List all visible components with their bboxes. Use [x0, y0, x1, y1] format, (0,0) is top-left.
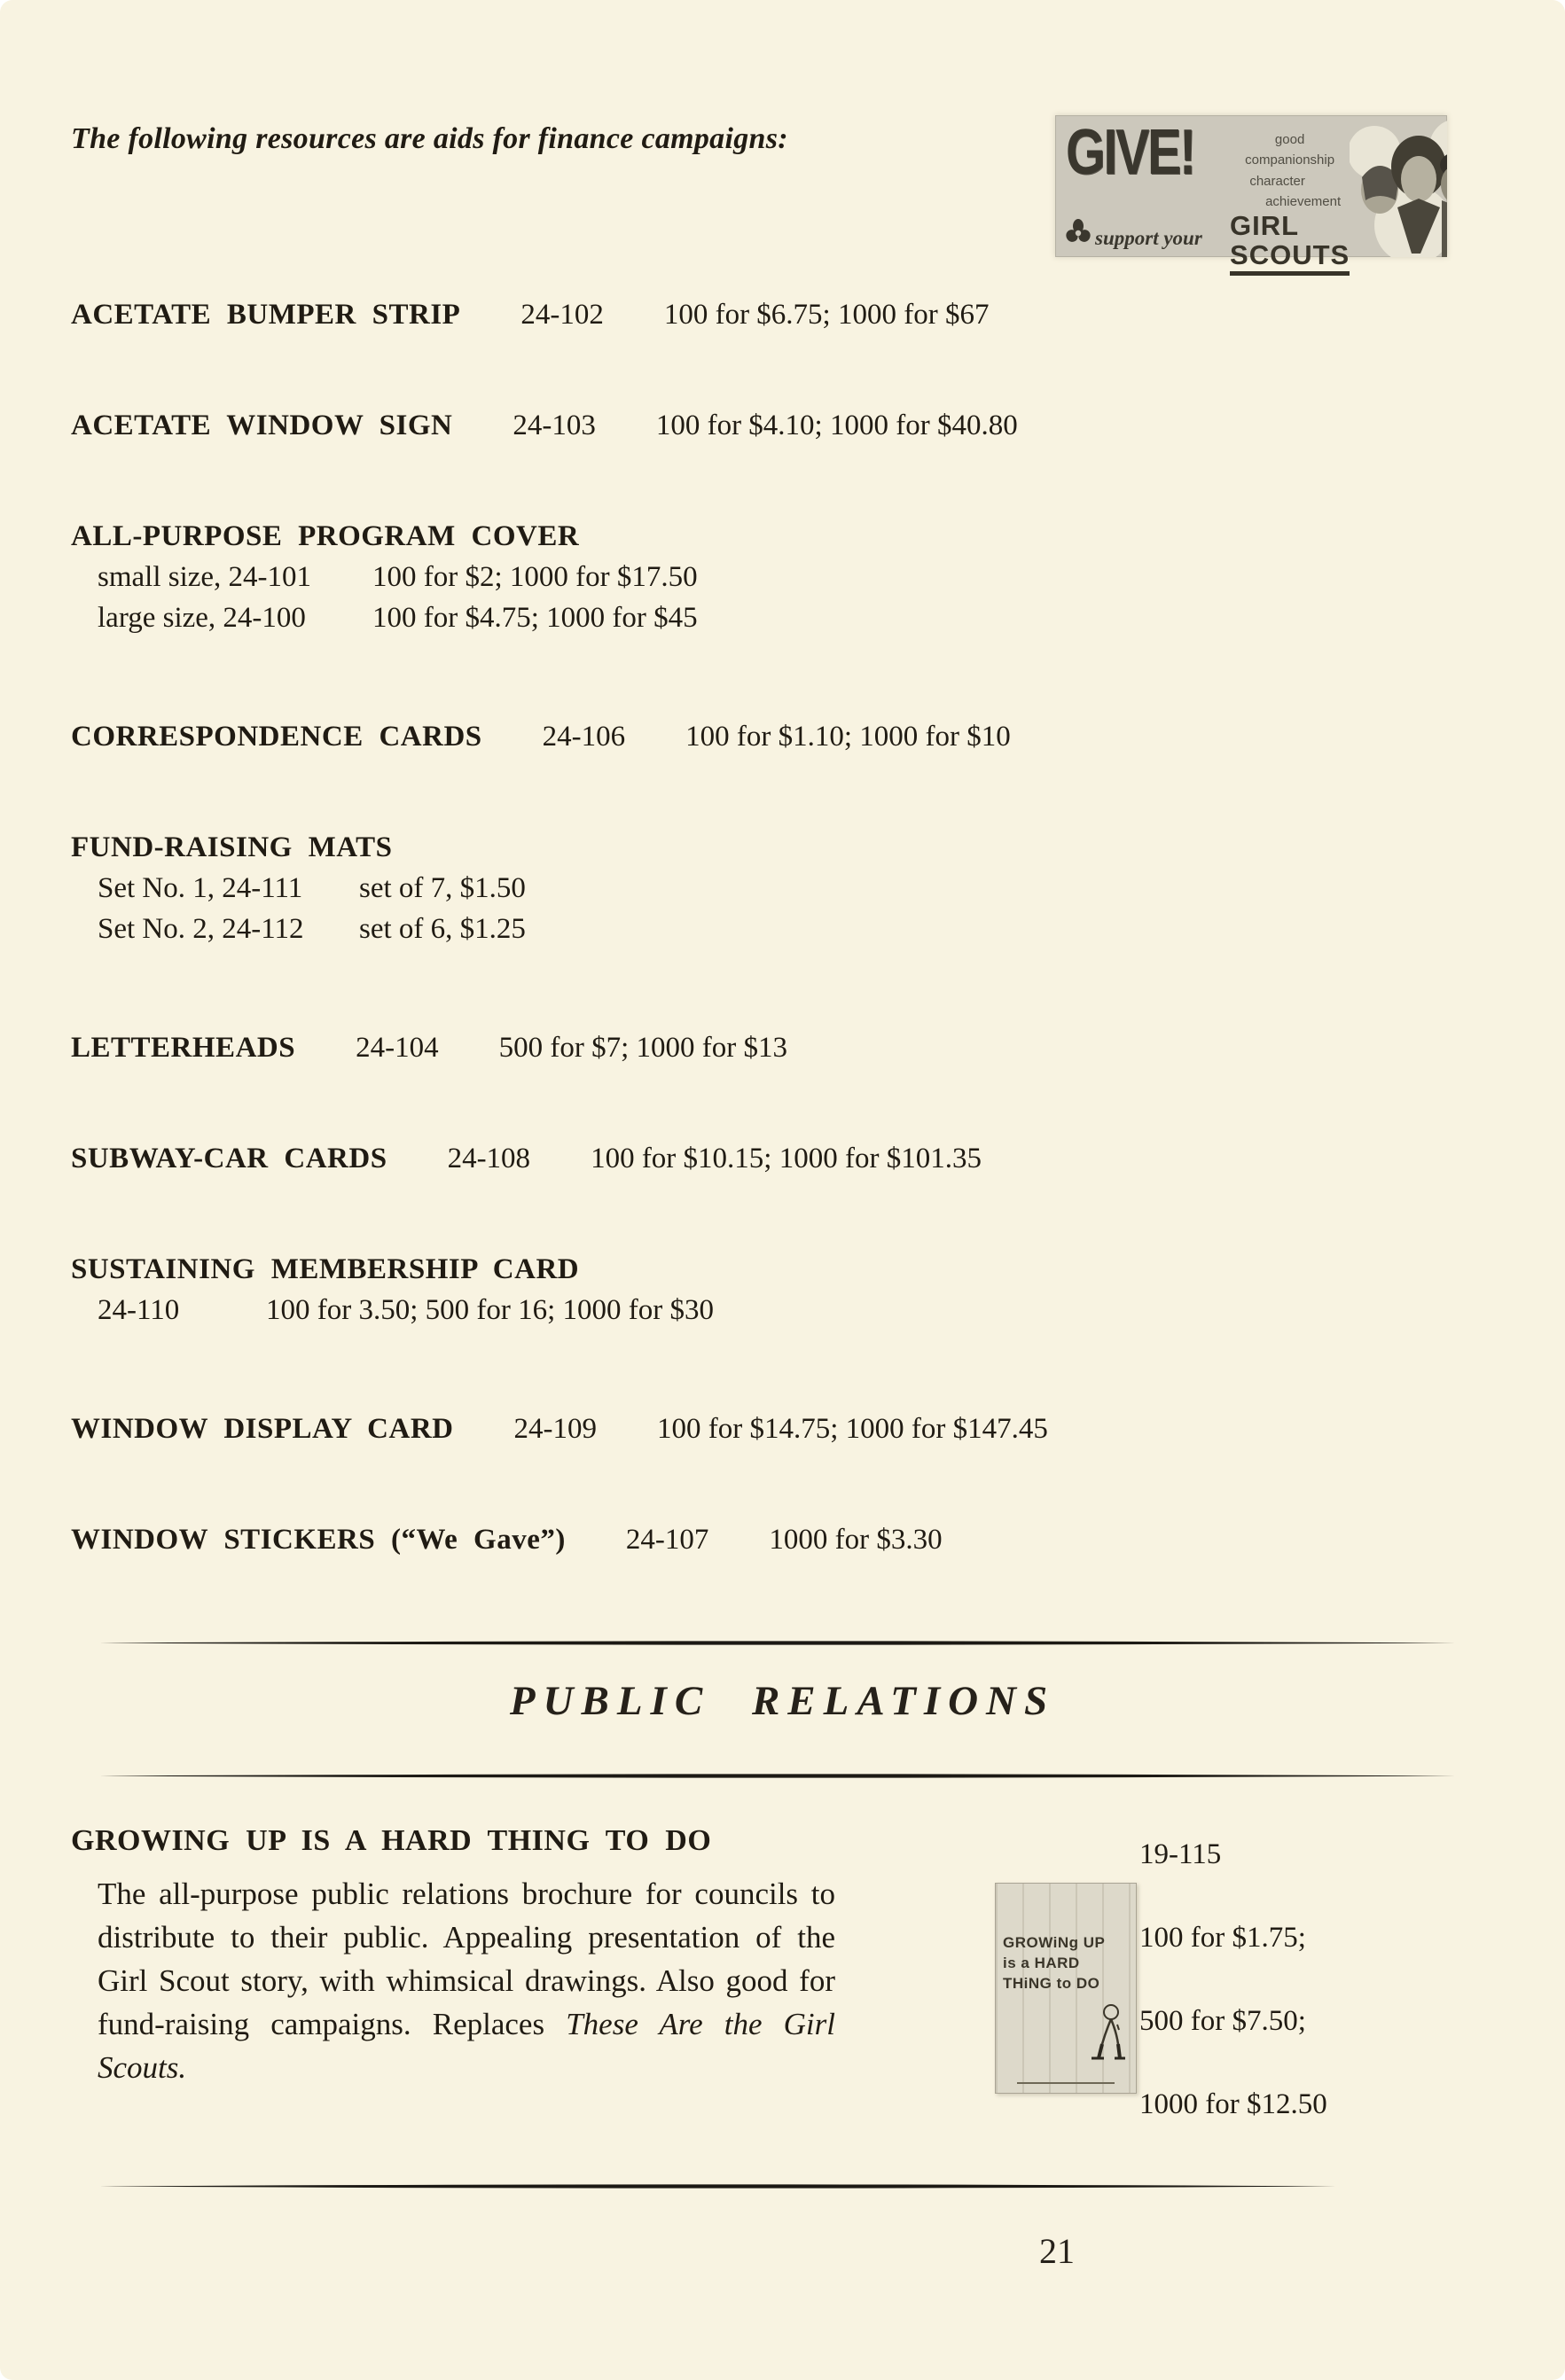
variant-label: Set No. 2, 24-112 — [98, 913, 304, 945]
variant-price: set of 7, $1.50 — [359, 872, 526, 904]
public-relations-heading: PUBLIC RELATIONS — [509, 1678, 1056, 1724]
pr-item-description — [98, 1872, 835, 2089]
item-code: 24-102 — [520, 299, 604, 331]
item-code: 24-104 — [356, 1032, 439, 1064]
thumb-line: is a HARD — [1003, 1954, 1080, 1971]
description-italic-title: These Are the Girl Scouts. — [98, 2007, 835, 2085]
item-name: LETTERHEADS — [71, 1032, 296, 1064]
variant-label: Set No. 1, 24-111 — [98, 872, 303, 904]
page-number: 21 — [1039, 2231, 1075, 2271]
quality-achievement: achievement — [1265, 193, 1342, 209]
quality-companionship: good companionship — [1245, 132, 1335, 168]
catalog-item-group — [71, 516, 1472, 638]
item-variant-row — [98, 557, 1472, 597]
variant-price: 100 for $4.75; 1000 for $45 — [372, 602, 698, 634]
quality-character: character — [1249, 173, 1305, 189]
girl-scouts-label: GIRL SCOUTS — [1230, 212, 1350, 276]
brochure-thumbnail — [995, 1883, 1137, 2094]
pr-price-line: 500 for $7.50; — [1139, 2005, 1306, 2037]
catalog-item-group — [71, 1249, 1472, 1330]
support-row — [1066, 219, 1226, 250]
girl-doodle-icon — [1090, 2002, 1127, 2068]
section-rule-bottom — [99, 1772, 1456, 1780]
give-girl-scouts-banner — [1055, 115, 1447, 270]
brochure-cover-text — [1003, 1933, 1105, 1994]
girl-scouts-photo — [1350, 115, 1447, 257]
catalog-item-row — [71, 405, 1472, 446]
give-headline: GIVE! — [1066, 117, 1194, 188]
item-name: ACETATE BUMPER STRIP — [71, 299, 461, 331]
variant-price: 100 for 3.50; 500 for 16; 1000 for $30 — [266, 1294, 715, 1326]
section-rule-top — [99, 1639, 1456, 1647]
item-name: CORRESPONDENCE CARDS — [71, 721, 482, 753]
catalog-item-row — [71, 1408, 1472, 1449]
variant-label: large size, 24-100 — [98, 602, 306, 634]
item-price: 500 for $7; 1000 for $13 — [498, 1032, 787, 1064]
banner-left — [1055, 115, 1230, 257]
variant-label: small size, 24-101 — [98, 561, 312, 593]
item-code: 24-103 — [513, 410, 596, 441]
banner-middle — [1230, 115, 1350, 270]
item-name: SUSTAINING MEMBERSHIP CARD — [71, 1253, 580, 1285]
catalog-item-row — [71, 1519, 1472, 1560]
catalog-list — [71, 294, 1472, 1630]
item-code: 24-107 — [625, 1524, 709, 1556]
thumb-line: GROWiNg UP — [1003, 1934, 1106, 1951]
item-variant-row — [98, 909, 1472, 949]
item-variant-row — [98, 1290, 1472, 1330]
item-name: SUBWAY-CAR CARDS — [71, 1143, 387, 1174]
item-variant-row — [98, 597, 1472, 638]
trefoil-icon — [1066, 219, 1091, 250]
item-code: 24-106 — [542, 721, 626, 753]
item-name: ACETATE WINDOW SIGN — [71, 410, 453, 441]
catalog-item-row — [71, 1138, 1472, 1179]
variant-price: set of 6, $1.25 — [359, 913, 526, 945]
item-price: 100 for $10.15; 1000 for $101.35 — [591, 1143, 982, 1174]
item-variant-row — [98, 868, 1472, 909]
variant-label: 24-110 — [98, 1294, 180, 1326]
pr-item-title: GROWING UP IS A HARD THING TO DO — [71, 1824, 712, 1857]
variant-price: 100 for $2; 1000 for $17.50 — [372, 561, 698, 593]
item-price: 1000 for $3.30 — [769, 1524, 943, 1556]
item-name: ALL-PURPOSE PROGRAM COVER — [71, 520, 580, 552]
support-your-label: support your — [1095, 227, 1202, 249]
footer-rule — [99, 2182, 1336, 2190]
item-price: 100 for $6.75; 1000 for $67 — [663, 299, 990, 331]
item-code: 24-109 — [513, 1413, 598, 1445]
brochure-caption-line — [1017, 2082, 1115, 2084]
item-code: 24-108 — [447, 1143, 531, 1174]
item-name: FUND-RAISING MATS — [71, 831, 393, 863]
thumb-line: THiNG to DO — [1003, 1974, 1100, 1992]
catalog-item-group — [71, 827, 1472, 949]
pr-price-line: 1000 for $12.50 — [1139, 2088, 1327, 2120]
pr-price-line: 100 for $1.75; — [1139, 1922, 1306, 1954]
description-text: The all-purpose public relations brochure for councils to distribute to their public. Appealing presentation of the Girl Scout story, with whimsical drawings. Also good for fund-raising campaigns. Replaces — [98, 1877, 835, 2041]
item-price: 100 for $1.10; 1000 for $10 — [685, 721, 1011, 753]
pr-item-code: 19-115 — [1139, 1838, 1222, 1870]
item-price: 100 for $14.75; 1000 for $147.45 — [657, 1413, 1048, 1445]
catalog-item-row — [71, 1027, 1472, 1068]
intro-text: The following resources are aids for finance campaigns: — [71, 122, 788, 155]
qualities-list — [1230, 129, 1350, 212]
catalog-item-row — [71, 716, 1472, 757]
catalog-item-row — [71, 294, 1472, 335]
item-name: WINDOW STICKERS (“We Gave”) — [71, 1524, 566, 1556]
item-price: 100 for $4.10; 1000 for $40.80 — [655, 410, 1018, 441]
item-name: WINDOW DISPLAY CARD — [71, 1413, 454, 1445]
